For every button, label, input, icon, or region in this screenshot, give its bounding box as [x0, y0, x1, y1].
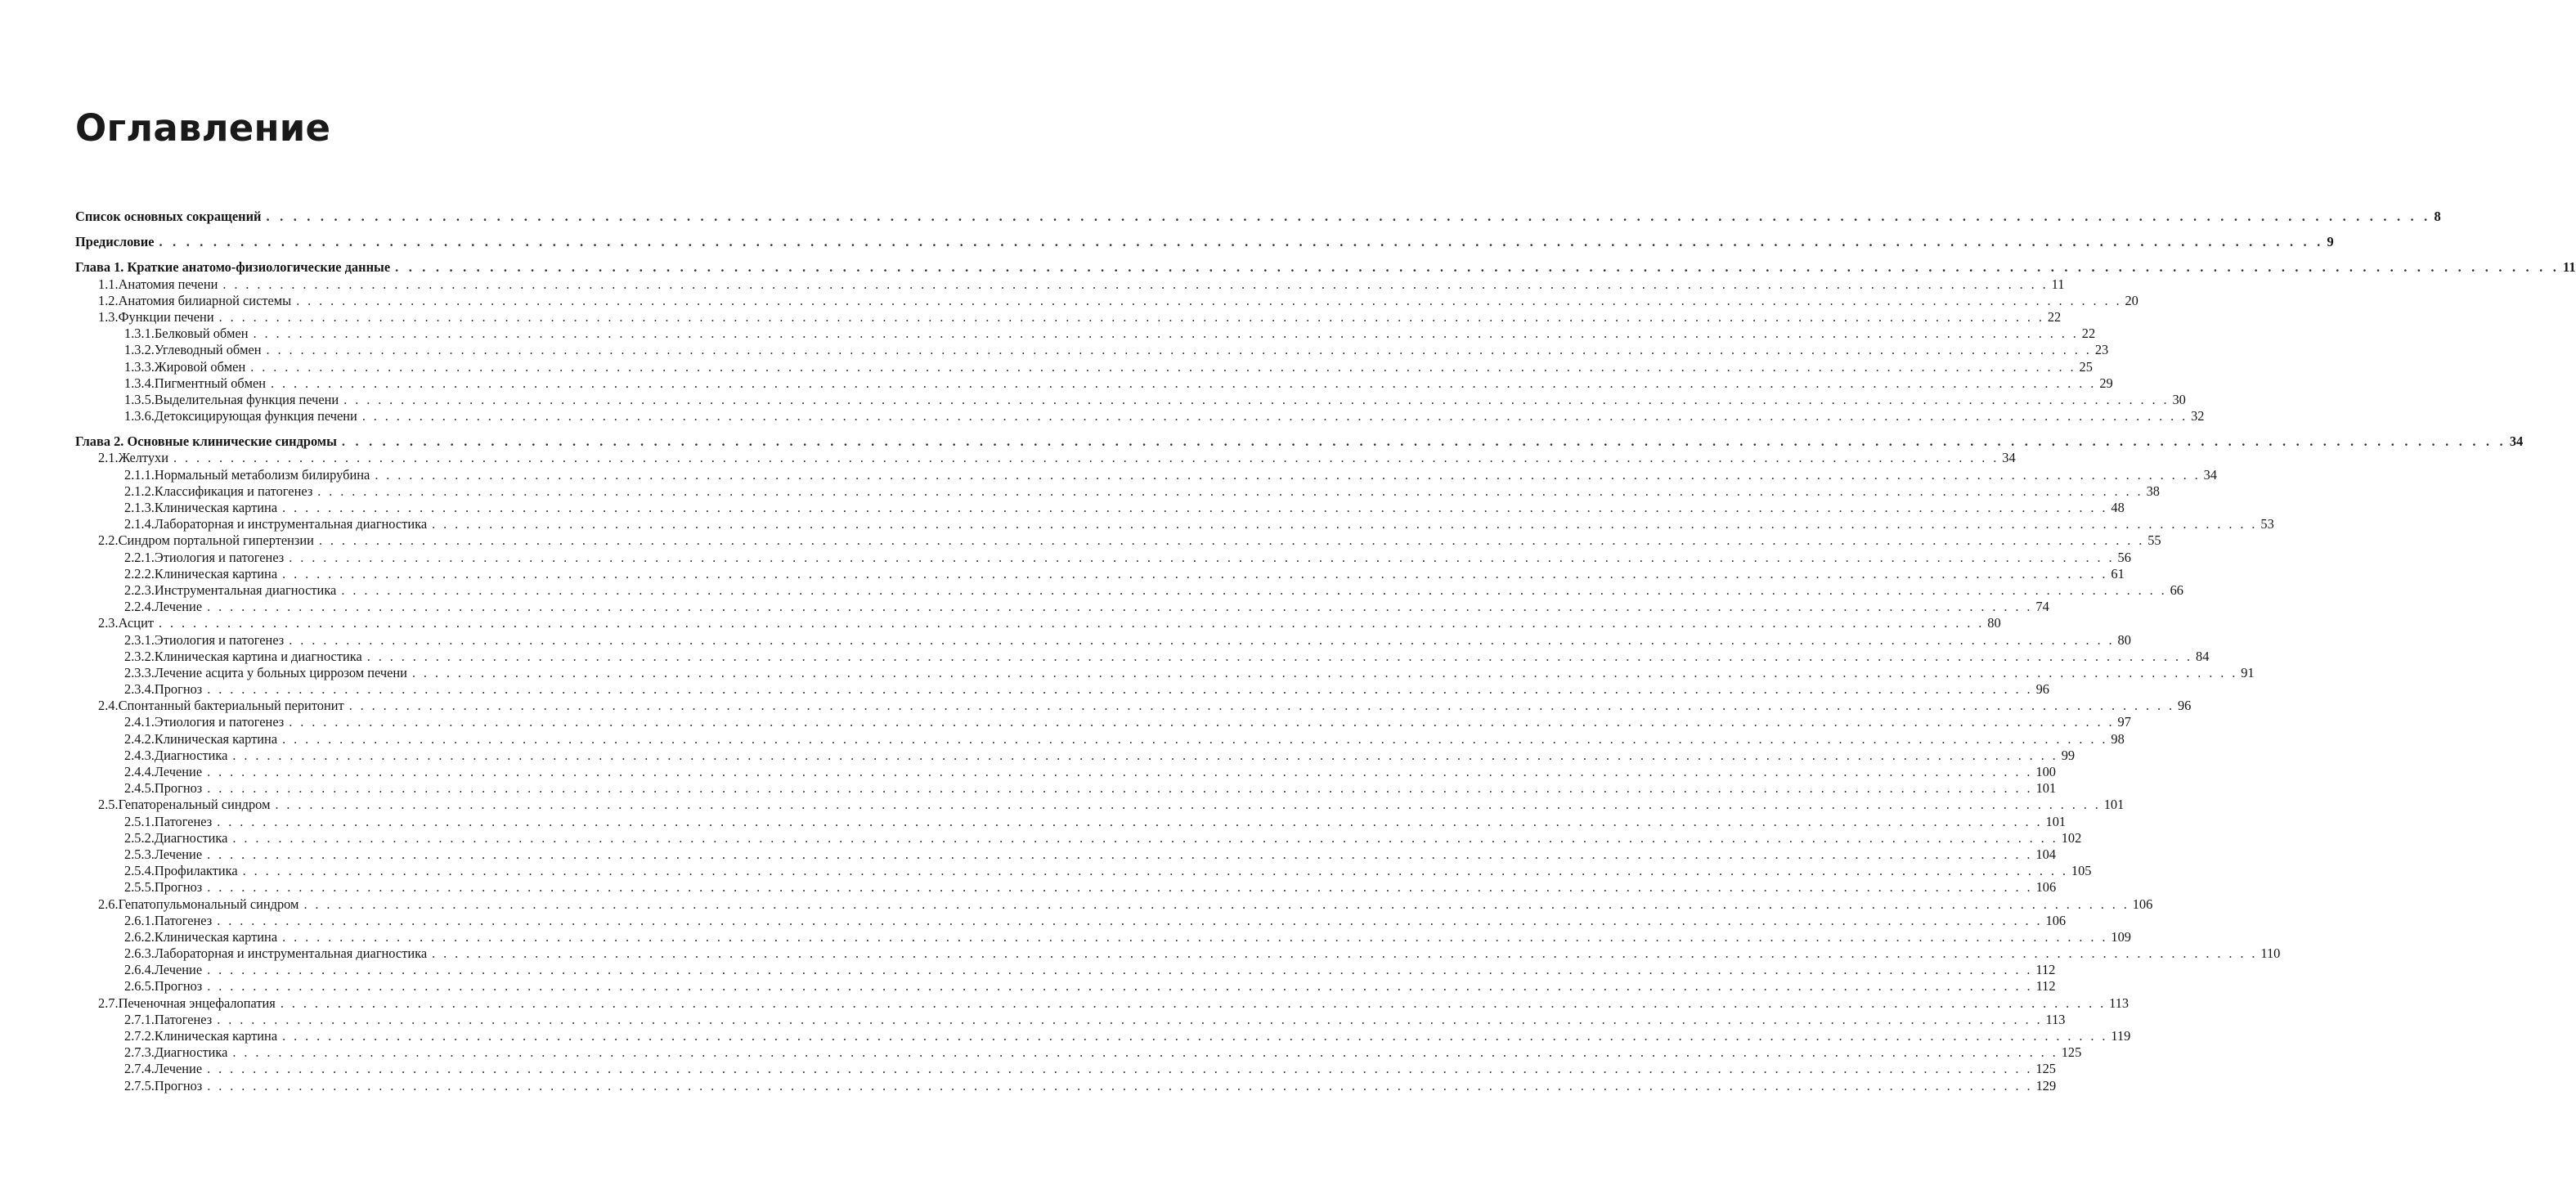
toc-entry-number: 2.4.1.	[124, 714, 155, 730]
toc-entry-title: Прогноз	[154, 879, 203, 896]
toc-section-entry[interactable]	[75, 797, 2125, 813]
toc-page-number: 125	[2035, 1061, 2056, 1077]
toc-subsection-entry[interactable]	[75, 391, 2186, 408]
toc-entry-title: Глава 1. Краткие анатомо-физиологические данные	[75, 259, 391, 276]
toc-chapter-entry[interactable]	[75, 259, 2576, 276]
toc-entry-title: Анатомия печени	[118, 276, 218, 292]
toc-entry-title: Анатомия билиарной системы	[118, 292, 292, 308]
toc-page-number: 11	[2051, 276, 2065, 292]
toc-entry-title: Лечение	[154, 962, 203, 978]
toc-entry-number: 2.7.	[98, 995, 119, 1011]
toc-entry-title: Прогноз	[154, 1077, 203, 1093]
toc-subsection-entry[interactable]	[75, 408, 2205, 424]
toc-entry-number: 2.4.3.	[124, 747, 155, 763]
toc-page-number: 20	[2125, 292, 2138, 308]
dot-leader: . . . . . . . . . . . . . . . . . . . . . . . . . . . . . . . . . . . . . . . . . . . . . . . . . . . . . . . . . . . . . . . . . . . . . . . . . . . . . . . . . . . . . . . . . . . . . . . . . . . . . . . . . . . . . . . . . . . . . . . . . . . . . . . . . . . . . . . . . . . . . . . . . . . . . . . . . . . . . . . .	[217, 813, 2043, 829]
toc-entry-number: 2.1.	[98, 450, 119, 466]
toc-subsection-entry[interactable]	[75, 863, 2092, 879]
toc-section-entry[interactable]	[75, 698, 2192, 714]
toc-entry-number: 2.1.4.	[124, 516, 155, 532]
toc-page-number: 96	[2177, 698, 2192, 714]
toc-subsection-entry[interactable]	[75, 879, 2057, 896]
toc-entry-title: Диагностика	[154, 1044, 228, 1061]
toc-subsection-entry[interactable]	[75, 664, 2255, 681]
toc-section-entry[interactable]	[75, 292, 2138, 309]
dot-leader: . . . . . . . . . . . . . . . . . . . . . . . . . . . . . . . . . . . . . . . . . . . . . . . . . . . . . . . . . . . . . . . . . . . . . . . . . . . . . . . . . . . . . . . . . . . . . . . . . . . . . . . . . . . . . . . . . . . . . . . . . . . . . . . . . . . . . . . . . . . . . . . . . . . . . . . . . . . . . . . .	[207, 681, 2033, 698]
toc-entry-title: Предисловие	[75, 234, 155, 250]
toc-entry-title: Синдром портальной гипертензии	[118, 532, 314, 549]
toc-entry-number: 2.1.2.	[124, 483, 155, 499]
toc-entry-title: Лечение	[154, 599, 203, 615]
toc-entry-number: 2.2.2.	[124, 565, 155, 582]
toc-entry-number: 2.3.1.	[124, 631, 155, 648]
toc-entry-title: Спонтанный бактериальный перитонит	[118, 698, 344, 714]
toc-section-entry[interactable]	[75, 896, 2153, 913]
toc-entry-title: Лечение	[154, 846, 203, 862]
toc-entry-title: Диагностика	[154, 747, 228, 763]
toc-subsection-entry[interactable]	[75, 962, 2056, 978]
toc-entry-title: Этиология и патогенез	[154, 631, 285, 648]
toc-entry-title: Глава 2. Основные клинические синдромы	[75, 433, 337, 450]
dot-leader: . . . . . . . . . . . . . . . . . . . . . . . . . . . . . . . . . . . . . . . . . . . . . . . . . . . . . . . . . . . . . . . . . . . . . . . . . . . . . . . . . . . . . . . . . . . . . . . . . . . . . . . . . . . . . . . . . . . . . . . . . . . . . . . . . . . . . . . . . . . . . . . . . . . . . . . . . . . . . . . .	[159, 234, 2324, 250]
toc-subsection-entry[interactable]	[75, 375, 2113, 392]
toc-entry-title: Клиническая картина	[154, 1028, 278, 1044]
toc-page-number: 106	[2045, 912, 2067, 928]
toc-entry-title: Клиническая картина	[154, 730, 278, 747]
dot-leader: . . . . . . . . . . . . . . . . . . . . . . . . . . . . . . . . . . . . . . . . . . . . . . . . . . . . . . . . . . . . . . . . . . . . . . . . . . . . . . . . . . . . . . . . . . . . . . . . . . . . . . . . . . . . . . . . . . . . . . . . . . . . . . . . . . . . . . . . . . . . . . . . . . . . . . . . . . . . . . . .	[232, 1044, 2058, 1061]
toc-page-number: 25	[2079, 358, 2093, 375]
dot-leader: . . . . . . . . . . . . . . . . . . . . . . . . . . . . . . . . . . . . . . . . . . . . . . . . . . . . . . . . . . . . . . . . . . . . . . . . . . . . . . . . . . . . . . . . . . . . . . . . . . . . . . . . . . . . . . . . . . . . . . . . . . . . . . . . . . . . . . . . . . . . . . . . . . . . . . . . . . . . . . . .	[218, 308, 2044, 325]
toc-chapter-entry[interactable]	[75, 209, 2441, 225]
dot-leader: . . . . . . . . . . . . . . . . . . . . . . . . . . . . . . . . . . . . . . . . . . . . . . . . . . . . . . . . . . . . . . . . . . . . . . . . . . . . . . . . . . . . . . . . . . . . . . . . . . . . . . . . . . . . . . . . . . . . . . . . . . . . . . . . . . . . . . . . . . . . . . . . . . . . . . . . . . . . . . . .	[282, 1028, 2108, 1044]
dot-leader: . . . . . . . . . . . . . . . . . . . . . . . . . . . . . . . . . . . . . . . . . . . . . . . . . . . . . . . . . . . . . . . . . . . . . . . . . . . . . . . . . . . . . . . . . . . . . . . . . . . . . . . . . . . . . . . . . . . . . . . . . . . . . . . . . . . . . . . . . . . . . . . . . . . . . . . . . . . . . . . .	[303, 896, 2129, 912]
dot-leader: . . . . . . . . . . . . . . . . . . . . . . . . . . . . . . . . . . . . . . . . . . . . . . . . . . . . . . . . . . . . . . . . . . . . . . . . . . . . . . . . . . . . . . . . . . . . . . . . . . . . . . . . . . . . . . . . . . . . . . . . . . . . . . . . . . . . . . . . . . . . . . . . . . . . . . . . . . . . . . . .	[282, 500, 2108, 515]
dot-leader: . . . . . . . . . . . . . . . . . . . . . . . . . . . . . . . . . . . . . . . . . . . . . . . . . . . . . . . . . . . . . . . . . . . . . . . . . . . . . . . . . . . . . . . . . . . . . . . . . . . . . . . . . . . . . . . . . . . . . . . . . . . . . . . . . . . . . . . . . . . . . . . . . . . . . . . . . . . . . . . .	[361, 408, 2188, 424]
toc-entry-title: Желтухи	[118, 450, 169, 466]
toc-page-number: 101	[2035, 780, 2057, 797]
toc-entry-number: 2.2.1.	[124, 549, 155, 565]
dot-leader: . . . . . . . . . . . . . . . . . . . . . . . . . . . . . . . . . . . . . . . . . . . . . . . . . . . . . . . . . . . . . . . . . . . . . . . . . . . . . . . . . . . . . . . . . . . . . . . . . . . . . . . . . . . . . . . . . . . . . . . . . . . . . . . . . . . . . . . . . . . . . . . . . . . . . . . . . . . . . . . .	[275, 797, 2101, 813]
toc-entry-number: 2.5.1.	[124, 813, 155, 829]
toc-page-number: 48	[2111, 500, 2125, 515]
toc-entry-title: Лабораторная и инструментальная диагностика	[154, 516, 428, 532]
toc-page-number: 55	[2147, 532, 2161, 549]
toc-entry-number: 2.7.5.	[124, 1077, 155, 1093]
toc-entry-number: 2.5.2.	[124, 829, 155, 846]
toc-entry-title: Прогноз	[154, 681, 203, 698]
toc-section-entry[interactable]	[75, 615, 2001, 631]
toc-entry-number: 2.2.	[98, 532, 119, 549]
dot-leader: . . . . . . . . . . . . . . . . . . . . . . . . . . . . . . . . . . . . . . . . . . . . . . . . . . . . . . . . . . . . . . . . . . . . . . . . . . . . . . . . . . . . . . . . . . . . . . . . . . . . . . . . . . . . . . . . . . . . . . . . . . . . . . . . . . . . . . . . . . . . . . . . . . . . . . . . . . . . . . . .	[296, 292, 2122, 308]
dot-leader: . . . . . . . . . . . . . . . . . . . . . . . . . . . . . . . . . . . . . . . . . . . . . . . . . . . . . . . . . . . . . . . . . . . . . . . . . . . . . . . . . . . . . . . . . . . . . . . . . . . . . . . . . . . . . . . . . . . . . . . . . . . . . . . . . . . . . . . . . . . . . . . . . . . . . . . . . . . . . . . .	[289, 549, 2115, 565]
toc-entry-number: 2.7.4.	[124, 1061, 155, 1077]
toc-subsection-entry[interactable]	[75, 764, 2056, 780]
toc-subsection-entry[interactable]	[75, 500, 2125, 516]
toc-entry-number: 2.5.5.	[124, 879, 155, 896]
dot-leader: . . . . . . . . . . . . . . . . . . . . . . . . . . . . . . . . . . . . . . . . . . . . . . . . . . . . . . . . . . . . . . . . . . . . . . . . . . . . . . . . . . . . . . . . . . . . . . . . . . . . . . . . . . . . . . . . . . . . . . . . . . . . . . . . . . . . . . . . . . . . . . . . . . . . . . . . . . . . . . . .	[207, 978, 2033, 995]
toc-page-number: 29	[2099, 375, 2113, 391]
dot-leader: . . . . . . . . . . . . . . . . . . . . . . . . . . . . . . . . . . . . . . . . . . . . . . . . . . . . . . . . . . . . . . . . . . . . . . . . . . . . . . . . . . . . . . . . . . . . . . . . . . . . . . . . . . . . . . . . . . . . . . . . . . . . . . . . . . . . . . . . . . . . . . . . . . . . . . . . . . . . . . . .	[159, 615, 1985, 631]
toc-section-entry[interactable]	[75, 276, 2065, 293]
toc-subsection-entry[interactable]	[75, 358, 2093, 375]
toc-entry-title: Жировой обмен	[154, 358, 246, 375]
dot-leader: . . . . . . . . . . . . . . . . . . . . . . . . . . . . . . . . . . . . . . . . . . . . . . . . . . . . . . . . . . . . . . . . . . . . . . . . . . . . . . . . . . . . . . . . . . . . . . . . . . . . . . . . . . . . . . . . . . . . . . . . . . . . . . . . . . . . . . . . . . . . . . . . . . . . . . . . . . . . . . . .	[271, 375, 2097, 391]
toc-subsection-entry[interactable]	[75, 1028, 2131, 1044]
dot-leader: . . . . . . . . . . . . . . . . . . . . . . . . . . . . . . . . . . . . . . . . . . . . . . . . . . . . . . . . . . . . . . . . . . . . . . . . . . . . . . . . . . . . . . . . . . . . . . . . . . . . . . . . . . . . . . . . . . . . . . . . . . . . . . . . . . . . . . . . . . . . . . . . . . . . . . . . . . . . . . . .	[253, 326, 2079, 342]
dot-leader: . . . . . . . . . . . . . . . . . . . . . . . . . . . . . . . . . . . . . . . . . . . . . . . . . . . . . . . . . . . . . . . . . . . . . . . . . . . . . . . . . . . . . . . . . . . . . . . . . . . . . . . . . . . . . . . . . . . . . . . . . . . . . . . . . . . . . . . . . . . . . . . . . . . . . . . . . . . . . . . .	[207, 879, 2033, 896]
toc-subsection-entry[interactable]	[75, 599, 2049, 615]
toc-entry-number: 1.1.	[98, 276, 119, 292]
toc-entry-title: Клиническая картина и диагностика	[154, 648, 362, 664]
toc-subsection-entry[interactable]	[75, 582, 2183, 599]
toc-entry-number: 2.7.1.	[124, 1011, 155, 1027]
dot-leader: . . . . . . . . . . . . . . . . . . . . . . . . . . . . . . . . . . . . . . . . . . . . . . . . . . . . . . . . . . . . . . . . . . . . . . . . . . . . . . . . . . . . . . . . . . . . . . . . . . . . . . . . . . . . . . . . . . . . . . . . . . . . . . . . . . . . . . . . . . . . . . . . . . . . . . . . . . . . . . . .	[242, 863, 2068, 879]
dot-leader: . . . . . . . . . . . . . . . . . . . . . . . . . . . . . . . . . . . . . . . . . . . . . . . . . . . . . . . . . . . . . . . . . . . . . . . . . . . . . . . . . . . . . . . . . . . . . . . . . . . . . . . . . . . . . . . . . . . . . . . . . . . . . . . . . . . . . . . . . . . . . . . . . . . . . . . . . . . . . . . .	[217, 1011, 2043, 1027]
toc-entry-title: Лечение асцита у больных циррозом печени	[154, 664, 407, 680]
toc-section-entry[interactable]	[75, 450, 2016, 466]
toc-entry-number: 2.5.4.	[124, 863, 155, 879]
toc-entry-title: Нормальный метаболизм билирубина	[154, 466, 370, 483]
toc-section-entry[interactable]	[75, 532, 2161, 549]
toc-entry-number: 1.3.2.	[124, 342, 155, 358]
toc-page-number: 102	[2061, 829, 2082, 846]
dot-leader: . . . . . . . . . . . . . . . . . . . . . . . . . . . . . . . . . . . . . . . . . . . . . . . . . . . . . . . . . . . . . . . . . . . . . . . . . . . . . . . . . . . . . . . . . . . . . . . . . . . . . . . . . . . . . . . . . . . . . . . . . . . . . . . . . . . . . . . . . . . . . . . . . . . . . . . . . . . . . . . .	[282, 565, 2108, 582]
toc-entry-title: Профилактика	[154, 863, 238, 879]
toc-page-number: 34	[2203, 466, 2217, 483]
dot-leader: . . . . . . . . . . . . . . . . . . . . . . . . . . . . . . . . . . . . . . . . . . . . . . . . . . . . . . . . . . . . . . . . . . . . . . . . . . . . . . . . . . . . . . . . . . . . . . . . . . . . . . . . . . . . . . . . . . . . . . . . . . . . . . . . . . . . . . . . . . . . . . . . . . . . . . . . . . . . . . . .	[217, 912, 2043, 928]
toc-entry-title: Гепатопульмональный синдром	[118, 896, 299, 912]
dot-leader: . . . . . . . . . . . . . . . . . . . . . . . . . . . . . . . . . . . . . . . . . . . . . . . . . . . . . . . . . . . . . . . . . . . . . . . . . . . . . . . . . . . . . . . . . . . . . . . . . . . . . . . . . . . . . . . . . . . . . . . . . . . . . . . . . . . . . . . . . . . . . . . . . . . . . . . . . . . . . . . .	[432, 516, 2258, 532]
dot-leader: . . . . . . . . . . . . . . . . . . . . . . . . . . . . . . . . . . . . . . . . . . . . . . . . . . . . . . . . . . . . . . . . . . . . . . . . . . . . . . . . . . . . . . . . . . . . . . . . . . . . . . . . . . . . . . . . . . . . . . . . . . . . . . . . . . . . . . . . . . . . . . . . . . . . . . . . . . . . . . . .	[289, 714, 2115, 730]
toc-page-number: 22	[2047, 308, 2062, 325]
toc-subsection-entry[interactable]	[75, 846, 2056, 863]
toc-entry-title: Патогенез	[154, 912, 213, 928]
dot-leader: . . . . . . . . . . . . . . . . . . . . . . . . . . . . . . . . . . . . . . . . . . . . . . . . . . . . . . . . . . . . . . . . . . . . . . . . . . . . . . . . . . . . . . . . . . . . . . . . . . . . . . . . . . . . . . . . . . . . . . . . . . . . . . . . . . . . . . . . . . . . . . . . . . . . . . . . . . . . . . . .	[222, 276, 2049, 292]
toc-page-number: 61	[2111, 565, 2125, 582]
toc-subsection-entry[interactable]	[75, 813, 2067, 830]
toc-subsection-entry[interactable]	[75, 829, 2082, 846]
dot-leader: . . . . . . . . . . . . . . . . . . . . . . . . . . . . . . . . . . . . . . . . . . . . . . . . . . . . . . . . . . . . . . . . . . . . . . . . . . . . . . . . . . . . . . . . . . . . . . . . . . . . . . . . . . . . . . . . . . . . . . . . . . . . . . . . . . . . . . . . . . . . . . . . . . . . . . . . . . . . . . . .	[411, 664, 2238, 680]
dot-leader: . . . . . . . . . . . . . . . . . . . . . . . . . . . . . . . . . . . . . . . . . . . . . . . . . . . . . . . . . . . . . . . . . . . . . . . . . . . . . . . . . . . . . . . . . . . . . . . . . . . . . . . . . . . . . . . . . . . . . . . . . . . . . . . . . . . . . . . . . . . . . . . . . . . . . . . . . . . . . . . .	[432, 945, 2258, 962]
toc-page-number: 97	[2117, 714, 2131, 730]
toc-page-number: 109	[2111, 928, 2131, 945]
toc-page-number: 105	[2071, 863, 2092, 879]
toc-page-number: 106	[2132, 896, 2153, 912]
toc-entry-number: 2.4.5.	[124, 780, 155, 797]
toc-subsection-entry[interactable]	[75, 978, 2056, 995]
toc-entry-number: 2.7.2.	[124, 1028, 155, 1044]
toc-entry-title: Список основных сокращений	[75, 209, 262, 224]
toc-entry-title: Диагностика	[154, 829, 228, 846]
toc-entry-number: 2.4.4.	[124, 764, 155, 779]
toc-page-number: 104	[2035, 846, 2056, 862]
toc-subsection-entry[interactable]	[75, 730, 2125, 748]
toc-entry-number: 2.3.3.	[124, 664, 155, 680]
dot-leader: . . . . . . . . . . . . . . . . . . . . . . . . . . . . . . . . . . . . . . . . . . . . . . . . . . . . . . . . . . . . . . . . . . . . . . . . . . . . . . . . . . . . . . . . . . . . . . . . . . . . . . . . . . . . . . . . . . . . . . . . . . . . . . . . . . . . . . . . . . . . . . . . . . . . . . . . . . . . . . . .	[289, 631, 2115, 648]
toc-entry-number: 2.1.3.	[124, 500, 155, 515]
toc-page-number: 113	[2109, 995, 2129, 1011]
toc-entry-number: 1.3.4.	[124, 375, 155, 391]
dot-leader: . . . . . . . . . . . . . . . . . . . . . . . . . . . . . . . . . . . . . . . . . . . . . . . . . . . . . . . . . . . . . . . . . . . . . . . . . . . . . . . . . . . . . . . . . . . . . . . . . . . . . . . . . . . . . . . . . . . . . . . . . . . . . . . . . . . . . . . . . . . . . . . . . . . . . . . . . . . . . . . .	[375, 466, 2201, 483]
toc-page-number: 23	[2094, 342, 2109, 358]
toc-entry-number: 2.6.2.	[124, 928, 155, 945]
toc-entry-title: Клиническая картина	[154, 565, 278, 582]
toc-subsection-entry[interactable]	[75, 483, 2160, 500]
toc-entry-number: 2.2.3.	[124, 582, 155, 598]
toc-subsection-entry[interactable]	[75, 1011, 2066, 1028]
dot-leader: . . . . . . . . . . . . . . . . . . . . . . . . . . . . . . . . . . . . . . . . . . . . . . . . . . . . . . . . . . . . . . . . . . . . . . . . . . . . . . . . . . . . . . . . . . . . . . . . . . . . . . . . . . . . . . . . . . . . . . . . . . . . . . . . . . . . . . . . . . . . . . . . . . . . . . . . . . . . . . . .	[366, 648, 2193, 664]
toc-entry-number: 2.4.	[98, 698, 119, 714]
toc-entry-title: Этиология и патогенез	[154, 549, 285, 565]
toc-entry-number: 2.3.4.	[124, 681, 155, 698]
toc-subsection-entry[interactable]	[75, 928, 2131, 945]
toc-entry-number: 2.4.2.	[124, 730, 155, 747]
toc-subsection-entry[interactable]	[75, 648, 2210, 665]
toc-entry-title: Белковый обмен	[154, 326, 249, 342]
toc-page-number: 34	[2509, 433, 2524, 450]
toc-page-number: 11	[2563, 259, 2576, 276]
dot-leader: . . . . . . . . . . . . . . . . . . . . . . . . . . . . . . . . . . . . . . . . . . . . . . . . . . . . . . . . . . . . . . . . . . . . . . . . . . . . . . . . . . . . . . . . . . . . . . . . . . . . . . . . . . . . . . . . . . . . . . . . . . . . . . . . . . . . . . . . . . . . . . . . . . . . . . . . . . . . . . . .	[232, 829, 2058, 846]
dot-leader: . . . . . . . . . . . . . . . . . . . . . . . . . . . . . . . . . . . . . . . . . . . . . . . . . . . . . . . . . . . . . . . . . . . . . . . . . . . . . . . . . . . . . . . . . . . . . . . . . . . . . . . . . . . . . . . . . . . . . . . . . . . . . . . . . . . . . . . . . . . . . . . . . . . . . . . . . . . . . . . .	[207, 846, 2033, 862]
toc-entry-title: Классификация и патогенез	[154, 483, 313, 499]
toc-page-number: 112	[2035, 962, 2056, 978]
toc-page-number: 113	[2045, 1011, 2066, 1027]
toc-page-number: 106	[2035, 879, 2057, 896]
toc-entry-title: Углеводный обмен	[154, 342, 262, 358]
toc-subsection-entry[interactable]	[75, 631, 2131, 649]
toc-page-number: 80	[2117, 631, 2131, 648]
toc-page-number: 8	[2434, 209, 2441, 224]
toc-page-number: 74	[2035, 599, 2049, 615]
toc-entry-number: 2.6.1.	[124, 912, 155, 928]
toc-entry-number: 2.3.	[98, 615, 119, 631]
toc-section-entry[interactable]	[75, 995, 2129, 1012]
toc-subsection-entry[interactable]	[75, 549, 2131, 566]
toc-subsection-entry[interactable]	[75, 1044, 2082, 1061]
toc-entry-title: Патогенез	[154, 1011, 213, 1027]
dot-leader: . . . . . . . . . . . . . . . . . . . . . . . . . . . . . . . . . . . . . . . . . . . . . . . . . . . . . . . . . . . . . . . . . . . . . . . . . . . . . . . . . . . . . . . . . . . . . . . . . . . . . . . . . . . . . . . . . . . . . . . . . . . . . . . . . . . . . . . . . . . . . . . . . . . . . . . . . . . . . . . .	[266, 209, 2431, 224]
toc-page-number: 84	[2196, 648, 2210, 664]
toc-subsection-entry[interactable]	[75, 326, 2096, 342]
dot-leader: . . . . . . . . . . . . . . . . . . . . . . . . . . . . . . . . . . . . . . . . . . . . . . . . . . . . . . . . . . . . . . . . . . . . . . . . . . . . . . . . . . . . . . . . . . . . . . . . . . . . . . . . . . . . . . . . . . . . . . . . . . . . . . . . . . . . . . . . . . . . . . . . . . . . . . . . . . . . . . . .	[266, 342, 2092, 358]
toc-page-number: 9	[2327, 234, 2334, 250]
toc-entry-number: 2.5.3.	[124, 846, 155, 862]
toc-subsection-entry[interactable]	[75, 342, 2109, 358]
toc-page-number: 129	[2035, 1077, 2057, 1093]
toc-entry-title: Выделительная функция печени	[154, 391, 339, 407]
toc-subsection-entry[interactable]	[75, 780, 2057, 797]
toc-entry-title: Клиническая картина	[154, 928, 278, 945]
dot-leader: . . . . . . . . . . . . . . . . . . . . . . . . . . . . . . . . . . . . . . . . . . . . . . . . . . . . . . . . . . . . . . . . . . . . . . . . . . . . . . . . . . . . . . . . . . . . . . . . . . . . . . . . . . . . . . . . . . . . . . . . . . . . . . . . . . . . . . . . . . . . . . . . . . . . . . . . . . . . . . . .	[232, 747, 2058, 763]
toc-subsection-entry[interactable]	[75, 912, 2067, 929]
toc-section-entry[interactable]	[75, 308, 2062, 326]
toc-entry-title: Лабораторная и инструментальная диагностика	[154, 945, 428, 962]
toc-page-number: 91	[2241, 664, 2255, 680]
toc-page-number: 30	[2172, 391, 2186, 407]
toc-page-number: 34	[2002, 450, 2016, 466]
toc-entry-number: 2.6.3.	[124, 945, 155, 962]
dot-leader: . . . . . . . . . . . . . . . . . . . . . . . . . . . . . . . . . . . . . . . . . . . . . . . . . . . . . . . . . . . . . . . . . . . . . . . . . . . . . . . . . . . . . . . . . . . . . . . . . . . . . . . . . . . . . . . . . . . . . . . . . . . . . . . . . . . . . . . . . . . . . . . . . . . . . . . . . . . . . . . .	[250, 358, 2076, 375]
toc-page-number: 80	[1987, 615, 2001, 631]
dot-leader: . . . . . . . . . . . . . . . . . . . . . . . . . . . . . . . . . . . . . . . . . . . . . . . . . . . . . . . . . . . . . . . . . . . . . . . . . . . . . . . . . . . . . . . . . . . . . . . . . . . . . . . . . . . . . . . . . . . . . . . . . . . . . . . . . . . . . . . . . . . . . . . . . . . . . . . . . . . . . . . .	[341, 582, 2167, 598]
toc-page-number: 96	[2035, 681, 2049, 698]
toc-page-number: 22	[2081, 326, 2096, 342]
toc-subsection-entry[interactable]	[75, 714, 2131, 730]
toc-page-number: 66	[2170, 582, 2183, 598]
toc-entry-number: 1.3.6.	[124, 408, 155, 424]
toc-subsection-entry[interactable]	[75, 747, 2076, 764]
toc-subsection-entry[interactable]	[75, 565, 2125, 582]
toc-entry-number: 2.7.3.	[124, 1044, 155, 1061]
toc-page-number: 119	[2111, 1028, 2131, 1044]
toc-subsection-entry[interactable]	[75, 1061, 2056, 1077]
toc-page-number: 101	[2045, 813, 2067, 829]
toc-entry-number: 2.6.	[98, 896, 119, 912]
dot-leader: . . . . . . . . . . . . . . . . . . . . . . . . . . . . . . . . . . . . . . . . . . . . . . . . . . . . . . . . . . . . . . . . . . . . . . . . . . . . . . . . . . . . . . . . . . . . . . . . . . . . . . . . . . . . . . . . . . . . . . . . . . . . . . . . . . . . . . . . . . . . . . . . . . . . . . . . . . . . . . . .	[341, 433, 2506, 450]
toc-entry-number: 2.3.2.	[124, 648, 155, 664]
dot-leader: . . . . . . . . . . . . . . . . . . . . . . . . . . . . . . . . . . . . . . . . . . . . . . . . . . . . . . . . . . . . . . . . . . . . . . . . . . . . . . . . . . . . . . . . . . . . . . . . . . . . . . . . . . . . . . . . . . . . . . . . . . . . . . . . . . . . . . . . . . . . . . . . . . . . . . . . . . . . . . . .	[282, 928, 2108, 945]
toc-entry-title: Функции печени	[118, 308, 214, 325]
toc-subsection-entry[interactable]	[75, 1077, 2057, 1094]
toc-page-number: 112	[2035, 978, 2056, 995]
toc-page-number: 100	[2035, 764, 2056, 779]
toc-chapter-entry[interactable]	[75, 234, 2334, 250]
toc-entry-number: 1.3.5.	[124, 391, 155, 407]
toc-entry-number: 1.3.1.	[124, 326, 155, 342]
toc-entry-title: Клиническая картина	[154, 500, 278, 515]
toc-entry-number: 2.1.1.	[124, 466, 155, 483]
toc-entry-number: 2.2.4.	[124, 599, 155, 615]
toc-page-number: 99	[2061, 747, 2076, 763]
toc-subsection-entry[interactable]	[75, 945, 2281, 962]
toc-page-number: 125	[2061, 1044, 2082, 1061]
toc-entry-title: Пигментный обмен	[154, 375, 267, 391]
toc-page-number: 56	[2117, 549, 2131, 565]
table-of-contents	[75, 209, 2576, 1094]
dot-leader: . . . . . . . . . . . . . . . . . . . . . . . . . . . . . . . . . . . . . . . . . . . . . . . . . . . . . . . . . . . . . . . . . . . . . . . . . . . . . . . . . . . . . . . . . . . . . . . . . . . . . . . . . . . . . . . . . . . . . . . . . . . . . . . . . . . . . . . . . . . . . . . . . . . . . . . . . . . . . . . .	[207, 1077, 2033, 1093]
toc-page-number: 53	[2260, 516, 2274, 532]
toc-subsection-entry[interactable]	[75, 681, 2049, 698]
dot-leader: . . . . . . . . . . . . . . . . . . . . . . . . . . . . . . . . . . . . . . . . . . . . . . . . . . . . . . . . . . . . . . . . . . . . . . . . . . . . . . . . . . . . . . . . . . . . . . . . . . . . . . . . . . . . . . . . . . . . . . . . . . . . . . . . . . . . . . . . . . . . . . . . . . . . . . . . . . . . . . . .	[207, 764, 2033, 779]
toc-subsection-entry[interactable]	[75, 516, 2274, 532]
toc-entry-title: Инструментальная диагностика	[154, 582, 337, 598]
toc-subsection-entry[interactable]	[75, 466, 2217, 483]
toc-entry-number: 1.3.3.	[124, 358, 155, 375]
dot-leader: . . . . . . . . . . . . . . . . . . . . . . . . . . . . . . . . . . . . . . . . . . . . . . . . . . . . . . . . . . . . . . . . . . . . . . . . . . . . . . . . . . . . . . . . . . . . . . . . . . . . . . . . . . . . . . . . . . . . . . . . . . . . . . . . . . . . . . . . . . . . . . . . . . . . . . . . . . . . . . . .	[395, 259, 2560, 276]
dot-leader: . . . . . . . . . . . . . . . . . . . . . . . . . . . . . . . . . . . . . . . . . . . . . . . . . . . . . . . . . . . . . . . . . . . . . . . . . . . . . . . . . . . . . . . . . . . . . . . . . . . . . . . . . . . . . . . . . . . . . . . . . . . . . . . . . . . . . . . . . . . . . . . . . . . . . . . . . . . . . . . .	[207, 599, 2033, 615]
toc-entry-title: Детоксицирующая функция печени	[154, 408, 357, 424]
page-title: Оглавление	[75, 106, 331, 150]
toc-entry-number: 1.2.	[98, 292, 119, 308]
toc-page-number: 98	[2111, 730, 2125, 747]
toc-entry-title: Печеночная энцефалопатия	[118, 995, 276, 1011]
dot-leader: . . . . . . . . . . . . . . . . . . . . . . . . . . . . . . . . . . . . . . . . . . . . . . . . . . . . . . . . . . . . . . . . . . . . . . . . . . . . . . . . . . . . . . . . . . . . . . . . . . . . . . . . . . . . . . . . . . . . . . . . . . . . . . . . . . . . . . . . . . . . . . . . . . . . . . . . . . . . . . . .	[173, 450, 1999, 466]
dot-leader: . . . . . . . . . . . . . . . . . . . . . . . . . . . . . . . . . . . . . . . . . . . . . . . . . . . . . . . . . . . . . . . . . . . . . . . . . . . . . . . . . . . . . . . . . . . . . . . . . . . . . . . . . . . . . . . . . . . . . . . . . . . . . . . . . . . . . . . . . . . . . . . . . . . . . . . . . . . . . . . .	[348, 698, 2174, 714]
toc-entry-title: Лечение	[154, 764, 203, 779]
dot-leader: . . . . . . . . . . . . . . . . . . . . . . . . . . . . . . . . . . . . . . . . . . . . . . . . . . . . . . . . . . . . . . . . . . . . . . . . . . . . . . . . . . . . . . . . . . . . . . . . . . . . . . . . . . . . . . . . . . . . . . . . . . . . . . . . . . . . . . . . . . . . . . . . . . . . . . . . . . . . . . . .	[280, 995, 2107, 1011]
toc-entry-title: Прогноз	[154, 978, 203, 995]
toc-page-number: 32	[2191, 408, 2205, 424]
dot-leader: . . . . . . . . . . . . . . . . . . . . . . . . . . . . . . . . . . . . . . . . . . . . . . . . . . . . . . . . . . . . . . . . . . . . . . . . . . . . . . . . . . . . . . . . . . . . . . . . . . . . . . . . . . . . . . . . . . . . . . . . . . . . . . . . . . . . . . . . . . . . . . . . . . . . . . . . . . . . . . . .	[317, 483, 2143, 499]
toc-page-number: 110	[2260, 945, 2281, 962]
dot-leader: . . . . . . . . . . . . . . . . . . . . . . . . . . . . . . . . . . . . . . . . . . . . . . . . . . . . . . . . . . . . . . . . . . . . . . . . . . . . . . . . . . . . . . . . . . . . . . . . . . . . . . . . . . . . . . . . . . . . . . . . . . . . . . . . . . . . . . . . . . . . . . . . . . . . . . . . . . . . . . . .	[343, 391, 2170, 407]
dot-leader: . . . . . . . . . . . . . . . . . . . . . . . . . . . . . . . . . . . . . . . . . . . . . . . . . . . . . . . . . . . . . . . . . . . . . . . . . . . . . . . . . . . . . . . . . . . . . . . . . . . . . . . . . . . . . . . . . . . . . . . . . . . . . . . . . . . . . . . . . . . . . . . . . . . . . . . . . . . . . . . .	[318, 532, 2145, 549]
toc-entry-number: 2.6.5.	[124, 978, 155, 995]
toc-entry-number: 2.5.	[98, 797, 119, 813]
toc-entry-title: Патогенез	[154, 813, 213, 829]
toc-page-number: 101	[2103, 797, 2125, 813]
toc-entry-number: 2.6.4.	[124, 962, 155, 978]
dot-leader: . . . . . . . . . . . . . . . . . . . . . . . . . . . . . . . . . . . . . . . . . . . . . . . . . . . . . . . . . . . . . . . . . . . . . . . . . . . . . . . . . . . . . . . . . . . . . . . . . . . . . . . . . . . . . . . . . . . . . . . . . . . . . . . . . . . . . . . . . . . . . . . . . . . . . . . . . . . . . . . .	[207, 962, 2033, 978]
toc-entry-title: Асцит	[118, 615, 155, 631]
toc-page-number: 38	[2146, 483, 2160, 499]
toc-entry-title: Лечение	[154, 1061, 203, 1077]
dot-leader: . . . . . . . . . . . . . . . . . . . . . . . . . . . . . . . . . . . . . . . . . . . . . . . . . . . . . . . . . . . . . . . . . . . . . . . . . . . . . . . . . . . . . . . . . . . . . . . . . . . . . . . . . . . . . . . . . . . . . . . . . . . . . . . . . . . . . . . . . . . . . . . . . . . . . . . . . . . . . . . .	[207, 1061, 2033, 1077]
dot-leader: . . . . . . . . . . . . . . . . . . . . . . . . . . . . . . . . . . . . . . . . . . . . . . . . . . . . . . . . . . . . . . . . . . . . . . . . . . . . . . . . . . . . . . . . . . . . . . . . . . . . . . . . . . . . . . . . . . . . . . . . . . . . . . . . . . . . . . . . . . . . . . . . . . . . . . . . . . . . . . . .	[207, 780, 2033, 797]
toc-entry-title: Этиология и патогенез	[154, 714, 285, 730]
toc-chapter-entry[interactable]	[75, 433, 2524, 450]
dot-leader: . . . . . . . . . . . . . . . . . . . . . . . . . . . . . . . . . . . . . . . . . . . . . . . . . . . . . . . . . . . . . . . . . . . . . . . . . . . . . . . . . . . . . . . . . . . . . . . . . . . . . . . . . . . . . . . . . . . . . . . . . . . . . . . . . . . . . . . . . . . . . . . . . . . . . . . . . . . . . . . .	[282, 730, 2108, 747]
toc-entry-title: Гепаторенальный синдром	[118, 797, 271, 813]
toc-entry-title: Прогноз	[154, 780, 203, 797]
toc-entry-number: 1.3.	[98, 308, 119, 325]
